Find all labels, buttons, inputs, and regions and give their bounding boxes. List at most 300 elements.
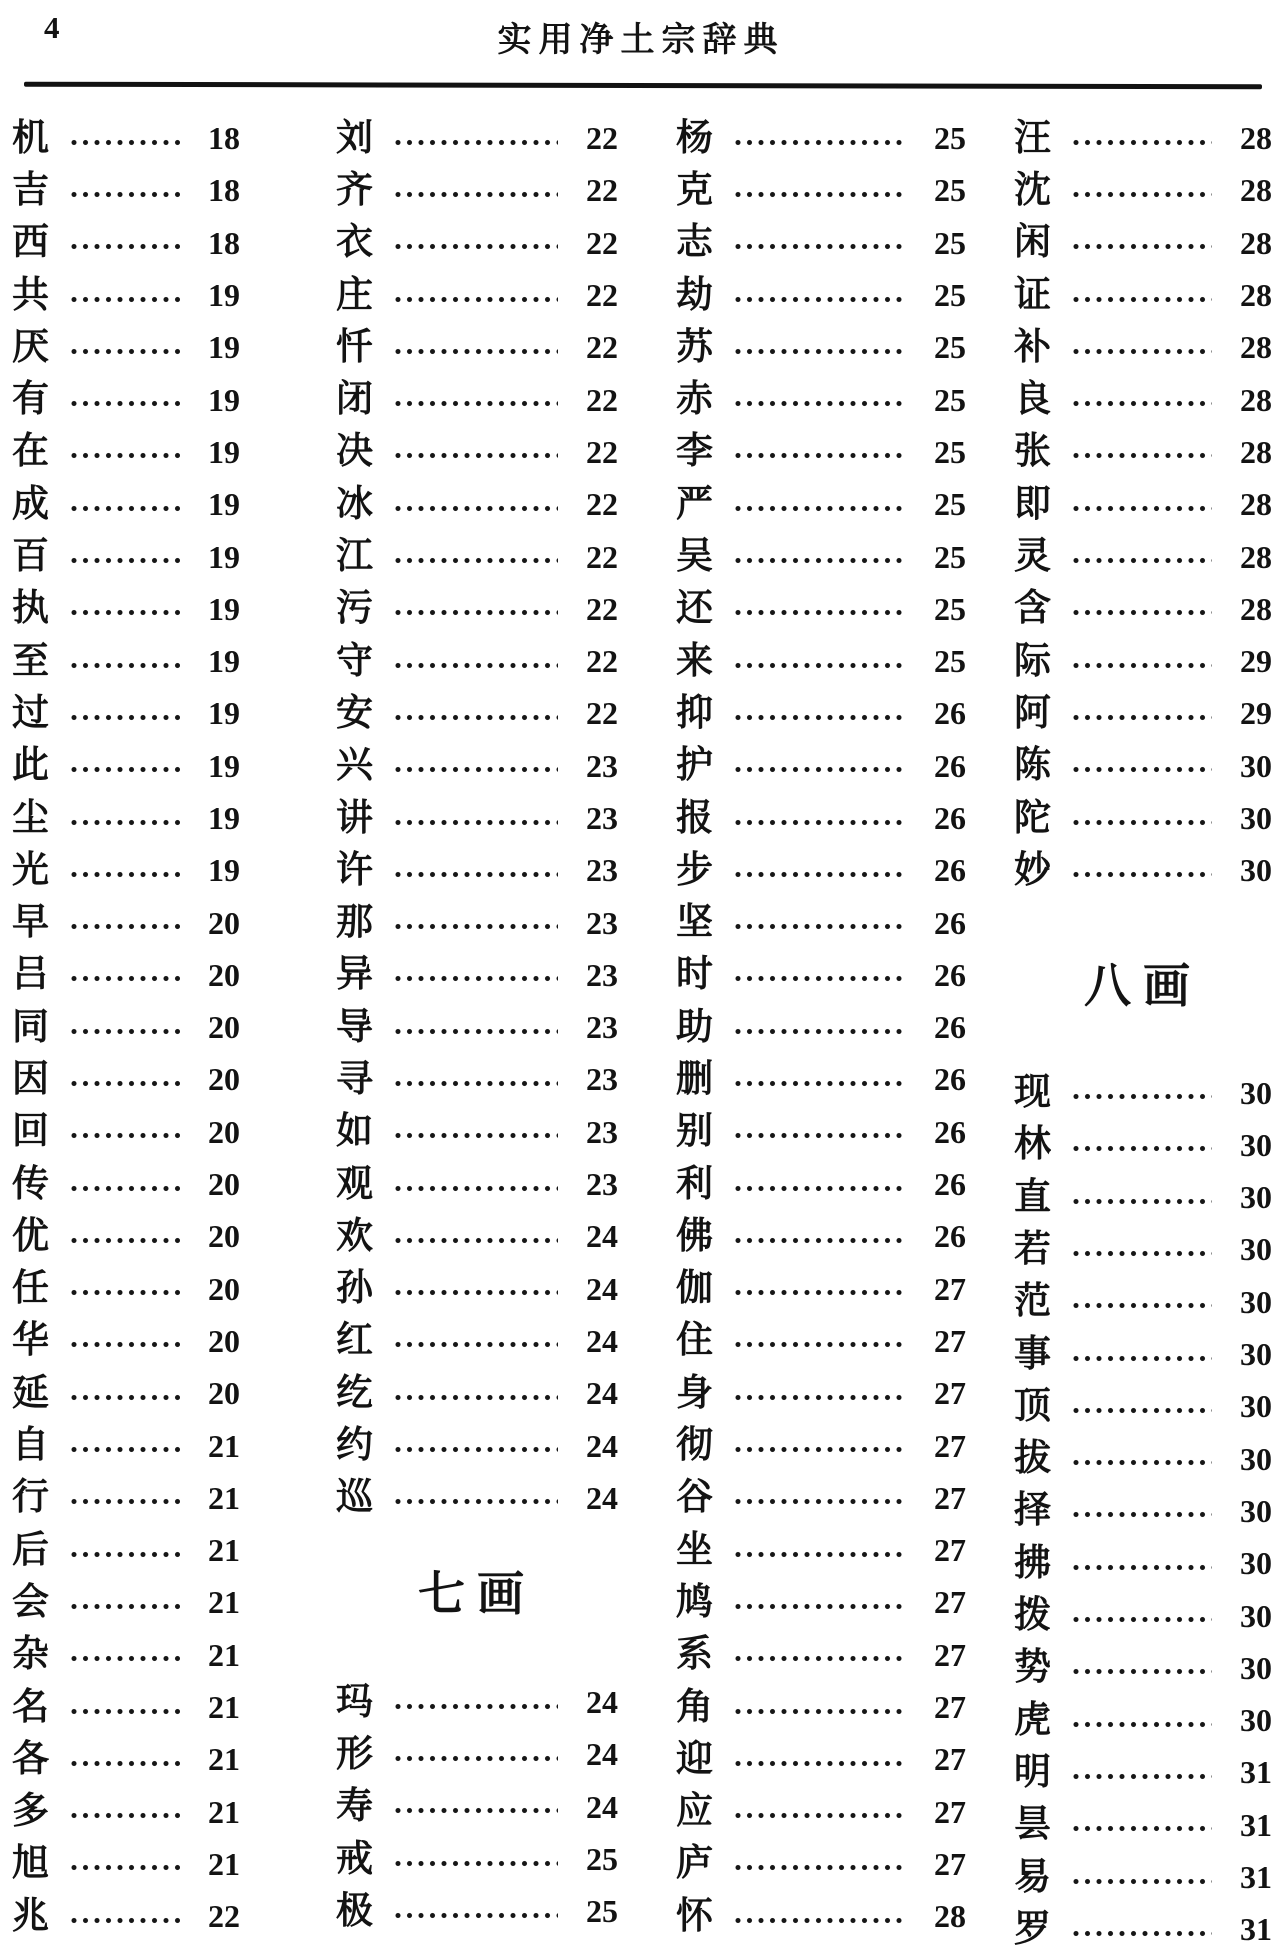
entry-character: 怀 <box>676 1895 713 1937</box>
index-entry <box>1014 321 1272 373</box>
index-entry <box>1014 373 1272 425</box>
entry-page-number: 19 <box>208 643 240 680</box>
index-entry <box>12 1419 240 1471</box>
entry-page-number: 22 <box>586 590 618 627</box>
dot-leader <box>70 662 180 669</box>
entry-character: 决 <box>336 431 373 473</box>
entry-page-number: 27 <box>934 1427 966 1464</box>
entry-page-number: 22 <box>586 381 618 418</box>
index-entry <box>12 373 240 425</box>
entry-character: 赤 <box>676 379 713 421</box>
dot-leader <box>394 1394 558 1401</box>
entry-character: 旭 <box>12 1843 49 1885</box>
dot-leader <box>394 766 558 773</box>
entry-character: 观 <box>336 1163 373 1205</box>
entry-character: 阿 <box>1014 692 1051 734</box>
entry-character: 证 <box>1014 274 1051 316</box>
index-entry <box>12 426 240 478</box>
dot-leader <box>70 714 180 721</box>
dot-leader <box>734 1028 906 1035</box>
entry-page-number: 19 <box>208 381 240 418</box>
entry-character: 护 <box>676 745 713 787</box>
index-entry <box>1014 583 1272 635</box>
index-entry <box>676 217 966 269</box>
entry-page-number: 27 <box>934 1741 966 1778</box>
index-entry <box>1014 740 1272 792</box>
index-entry <box>336 1833 618 1885</box>
index-entry <box>12 740 240 792</box>
index-entry <box>12 478 240 530</box>
dot-leader <box>394 819 558 826</box>
entry-page-number: 25 <box>586 1893 618 1930</box>
index-entry <box>1014 687 1272 739</box>
entry-page-number: 21 <box>208 1845 240 1882</box>
entry-page-number: 22 <box>586 277 618 314</box>
entry-character: 陀 <box>1014 797 1051 839</box>
entry-character: 际 <box>1014 640 1051 682</box>
dot-leader <box>70 348 180 355</box>
index-entry <box>336 1885 618 1937</box>
dot-leader <box>1072 139 1212 146</box>
entry-character: 自 <box>12 1425 49 1467</box>
entry-character: 许 <box>336 849 373 891</box>
entry-character: 巡 <box>336 1477 373 1519</box>
index-entry <box>336 1001 618 1053</box>
entry-character: 闲 <box>1014 222 1051 264</box>
dot-leader <box>70 1446 180 1453</box>
entry-character: 助 <box>676 1006 713 1048</box>
index-entry <box>1014 844 1272 896</box>
entry-page-number: 19 <box>208 486 240 523</box>
entry-character: 择 <box>1014 1490 1051 1532</box>
dot-leader <box>734 1341 906 1348</box>
dot-leader <box>70 296 180 303</box>
dot-leader <box>70 975 180 982</box>
index-entry <box>336 896 618 948</box>
index-entry <box>676 635 966 687</box>
index-entry <box>676 530 966 582</box>
dot-leader <box>70 191 180 198</box>
index-entry <box>676 1681 966 1733</box>
entry-character: 别 <box>676 1111 713 1153</box>
entry-page-number: 23 <box>586 747 618 784</box>
entry-page-number: 23 <box>586 904 618 941</box>
entry-page-number: 22 <box>586 538 618 575</box>
entry-character: 忏 <box>336 326 373 368</box>
entry-page-number: 18 <box>208 172 240 209</box>
entry-page-number: 21 <box>208 1636 240 1673</box>
dot-leader <box>734 819 906 826</box>
dot-leader <box>394 1080 558 1087</box>
entry-page-number: 22 <box>586 172 618 209</box>
entry-character: 玛 <box>336 1681 373 1723</box>
index-entry <box>336 1472 618 1524</box>
entry-character: 百 <box>12 536 49 578</box>
index-entry <box>676 164 966 216</box>
dot-leader <box>734 662 906 669</box>
index-entry <box>336 1263 618 1315</box>
entry-page-number: 24 <box>586 1270 618 1307</box>
entry-character: 污 <box>336 588 373 630</box>
entry-character: 红 <box>336 1320 373 1362</box>
entry-page-number: 25 <box>934 538 966 575</box>
entry-page-number: 23 <box>586 956 618 993</box>
dot-leader <box>734 714 906 721</box>
entry-character: 成 <box>12 483 49 525</box>
entry-character: 各 <box>12 1738 49 1780</box>
entry-character: 过 <box>12 692 49 734</box>
dot-leader <box>70 1289 180 1296</box>
entry-page-number: 21 <box>208 1479 240 1516</box>
entry-character: 即 <box>1014 483 1051 525</box>
index-entry <box>12 1315 240 1367</box>
entry-page-number: 19 <box>208 800 240 836</box>
index-columns <box>0 88 1282 1956</box>
entry-page-number: 25 <box>586 1841 618 1878</box>
entry-page-number: 26 <box>934 1061 966 1098</box>
index-entry <box>1014 1119 1272 1171</box>
entry-page-number: 18 <box>208 224 240 261</box>
entry-character: 汪 <box>1014 117 1051 159</box>
entry-character: 还 <box>676 588 713 630</box>
entry-page-number: 21 <box>208 1689 240 1726</box>
dot-leader <box>1072 348 1212 355</box>
index-entry <box>336 373 618 425</box>
entry-page-number: 25 <box>934 277 966 314</box>
entry-character: 延 <box>12 1372 49 1414</box>
entry-page-number: 25 <box>934 120 966 157</box>
entry-character: 佛 <box>676 1215 713 1257</box>
entry-character: 名 <box>12 1686 49 1728</box>
index-entry <box>12 1106 240 1158</box>
entry-page-number: 27 <box>934 1375 966 1412</box>
entry-page-number: 25 <box>934 172 966 209</box>
entry-page-number: 22 <box>586 224 618 261</box>
dot-leader <box>394 400 558 407</box>
entry-character: 此 <box>12 745 49 787</box>
entry-character: 优 <box>12 1215 49 1257</box>
index-entry <box>12 1681 240 1733</box>
entry-page-number: 28 <box>934 1898 966 1935</box>
entry-page-number: 24 <box>586 1375 618 1412</box>
dot-leader <box>394 1860 558 1867</box>
dot-leader <box>394 662 558 669</box>
dot-leader <box>1072 662 1212 669</box>
dot-leader <box>70 1603 180 1610</box>
entry-page-number: 31 <box>1240 1859 1272 1896</box>
entry-character: 角 <box>676 1686 713 1728</box>
entry-page-number: 28 <box>1240 590 1272 627</box>
index-entry <box>1014 1328 1272 1380</box>
dot-leader <box>734 1132 906 1139</box>
index-entry <box>12 1576 240 1628</box>
dot-leader <box>1072 1668 1212 1675</box>
dot-leader <box>1072 766 1212 773</box>
index-entry <box>676 1106 966 1158</box>
entry-page-number: 22 <box>586 486 618 523</box>
entry-character: 机 <box>12 117 49 159</box>
dot-leader <box>394 1807 558 1814</box>
entry-page-number: 24 <box>586 1736 618 1773</box>
entry-character: 住 <box>676 1320 713 1362</box>
entry-page-number: 30 <box>1240 1074 1272 1111</box>
entry-character: 孙 <box>336 1268 373 1310</box>
index-entry <box>336 740 618 792</box>
index-entry <box>676 1001 966 1053</box>
index-entry <box>336 1315 618 1367</box>
index-entry <box>676 1053 966 1105</box>
index-entry <box>12 530 240 582</box>
index-entry <box>1014 1380 1272 1432</box>
index-entry <box>676 1419 966 1471</box>
entry-character: 补 <box>1014 326 1051 368</box>
entry-character: 极 <box>336 1890 373 1932</box>
entry-page-number: 19 <box>208 329 240 366</box>
dot-leader <box>734 1237 906 1244</box>
dot-leader <box>1072 1407 1212 1414</box>
entry-page-number: 19 <box>208 433 240 470</box>
entry-page-number: 31 <box>1240 1806 1272 1843</box>
entry-character: 吉 <box>12 169 49 211</box>
entry-page-number: 21 <box>208 1532 240 1569</box>
page-header <box>0 0 1282 88</box>
dot-leader <box>734 1185 906 1192</box>
dot-leader <box>70 766 180 773</box>
entry-character: 纥 <box>336 1372 373 1414</box>
dot-leader <box>394 1755 558 1762</box>
entry-page-number: 20 <box>208 1270 240 1307</box>
dot-leader <box>734 609 906 616</box>
entry-character: 传 <box>12 1163 49 1205</box>
entry-character: 删 <box>676 1058 713 1100</box>
index-column <box>336 112 618 1938</box>
index-entry <box>12 217 240 269</box>
entry-page-number: 21 <box>208 1427 240 1464</box>
dot-leader <box>734 871 906 878</box>
entry-character: 虎 <box>1014 1699 1051 1741</box>
entry-character: 杂 <box>12 1634 49 1676</box>
entry-page-number: 30 <box>1240 1388 1272 1425</box>
index-entry <box>1014 1433 1272 1485</box>
index-entry <box>336 949 618 1001</box>
index-entry <box>1014 635 1272 687</box>
dot-leader <box>1072 1355 1212 1362</box>
entry-character: 良 <box>1014 379 1051 421</box>
dot-leader <box>1072 871 1212 878</box>
dot-leader <box>1072 1721 1212 1728</box>
index-entry <box>336 112 618 164</box>
dot-leader <box>734 296 906 303</box>
index-entry <box>336 792 618 844</box>
entry-character: 任 <box>12 1268 49 1310</box>
dot-leader <box>394 609 558 616</box>
entry-character: 形 <box>336 1733 373 1775</box>
dot-leader <box>394 1185 558 1192</box>
entry-page-number: 27 <box>934 1532 966 1569</box>
index-entry <box>336 635 618 687</box>
entry-character: 时 <box>676 954 713 996</box>
index-entry <box>12 1890 240 1942</box>
entry-page-number: 24 <box>586 1684 618 1721</box>
entry-character: 同 <box>12 1006 49 1048</box>
entry-character: 戒 <box>336 1838 373 1880</box>
entry-character: 顶 <box>1014 1385 1051 1427</box>
entry-character: 李 <box>676 431 713 473</box>
index-entry <box>336 1106 618 1158</box>
entry-page-number: 27 <box>934 1793 966 1830</box>
dot-leader <box>734 1551 906 1558</box>
dot-leader <box>394 191 558 198</box>
entry-character: 江 <box>336 536 373 578</box>
entry-page-number: 27 <box>934 1689 966 1726</box>
dot-leader <box>70 505 180 512</box>
index-entry <box>676 1629 966 1681</box>
entry-page-number: 20 <box>208 956 240 993</box>
entry-page-number: 22 <box>586 433 618 470</box>
index-entry <box>12 1733 240 1785</box>
entry-page-number: 31 <box>1240 1911 1272 1948</box>
entry-page-number: 24 <box>586 1322 618 1359</box>
dot-leader <box>394 1237 558 1244</box>
entry-page-number: 30 <box>1240 1283 1272 1320</box>
entry-character: 因 <box>12 1058 49 1100</box>
index-entry <box>336 1676 618 1728</box>
index-entry <box>12 1472 240 1524</box>
entry-page-number: 30 <box>1240 1492 1272 1529</box>
dot-leader <box>70 1185 180 1192</box>
index-entry <box>676 1315 966 1367</box>
entry-character: 闭 <box>336 379 373 421</box>
entry-page-number: 30 <box>1240 1231 1272 1268</box>
entry-character: 昙 <box>1014 1804 1051 1846</box>
index-entry <box>676 1472 966 1524</box>
dot-leader <box>1072 1198 1212 1205</box>
dot-leader <box>70 1498 180 1505</box>
entry-character: 沈 <box>1014 169 1051 211</box>
index-entry <box>336 1781 618 1833</box>
dot-leader <box>70 139 180 146</box>
entry-page-number: 27 <box>934 1270 966 1307</box>
dot-leader <box>1072 714 1212 721</box>
index-entry <box>676 1576 966 1628</box>
dot-leader <box>734 557 906 564</box>
dot-leader <box>1072 1616 1212 1623</box>
entry-page-number: 28 <box>1240 120 1272 157</box>
index-entry <box>1014 1746 1272 1798</box>
entry-page-number: 30 <box>1240 1545 1272 1582</box>
entry-character: 应 <box>676 1791 713 1833</box>
dot-leader <box>734 452 906 459</box>
index-entry <box>12 1838 240 1890</box>
entry-page-number: 28 <box>1240 381 1272 418</box>
entry-character: 拨 <box>1014 1595 1051 1637</box>
index-entry <box>12 1001 240 1053</box>
index-entry <box>12 844 240 896</box>
entry-character: 克 <box>676 169 713 211</box>
index-entry <box>12 1053 240 1105</box>
entry-character: 吕 <box>12 954 49 996</box>
entry-page-number: 27 <box>934 1322 966 1359</box>
index-entry <box>1014 1642 1272 1694</box>
dot-leader <box>1072 1459 1212 1466</box>
dot-leader <box>734 766 906 773</box>
dot-leader <box>394 923 558 930</box>
index-entry <box>336 1053 618 1105</box>
dot-leader <box>394 505 558 512</box>
dot-leader <box>70 1708 180 1715</box>
entry-page-number: 26 <box>934 1166 966 1203</box>
dot-leader <box>394 871 558 878</box>
dot-leader <box>1072 1930 1212 1937</box>
entry-character: 林 <box>1014 1124 1051 1166</box>
entry-character: 衣 <box>336 222 373 264</box>
entry-page-number: 29 <box>1240 695 1272 732</box>
entry-character: 守 <box>336 640 373 682</box>
entry-page-number: 23 <box>586 1009 618 1046</box>
index-entry <box>12 1210 240 1262</box>
entry-character: 异 <box>336 954 373 996</box>
entry-page-number: 24 <box>586 1427 618 1464</box>
index-entry <box>1014 217 1272 269</box>
index-entry <box>1014 530 1272 582</box>
entry-page-number: 29 <box>1240 643 1272 680</box>
entry-page-number: 30 <box>1240 1702 1272 1739</box>
entry-page-number: 19 <box>208 538 240 575</box>
index-entry <box>1014 1694 1272 1746</box>
index-entry <box>336 164 618 216</box>
entry-page-number: 31 <box>1240 1754 1272 1791</box>
entry-character: 在 <box>12 431 49 473</box>
dot-leader <box>70 1028 180 1035</box>
index-entry <box>12 1629 240 1681</box>
entry-character: 厌 <box>12 326 49 368</box>
dot-leader <box>394 348 558 355</box>
entry-page-number: 22 <box>586 120 618 157</box>
index-entry <box>12 1367 240 1419</box>
entry-character: 身 <box>676 1372 713 1414</box>
index-entry <box>12 321 240 373</box>
index-entry <box>336 583 618 635</box>
entry-page-number: 19 <box>208 852 240 889</box>
entry-character: 有 <box>12 379 49 421</box>
index-entry <box>676 687 966 739</box>
entry-character: 利 <box>676 1163 713 1205</box>
entry-character: 明 <box>1014 1751 1051 1793</box>
index-entry <box>336 217 618 269</box>
index-entry <box>676 112 966 164</box>
dot-leader <box>1072 1145 1212 1152</box>
entry-character: 回 <box>12 1111 49 1153</box>
entry-page-number: 28 <box>1240 486 1272 523</box>
entry-character: 冰 <box>336 483 373 525</box>
dot-leader <box>734 1080 906 1087</box>
dot-leader <box>70 1237 180 1244</box>
dot-leader <box>734 348 906 355</box>
dot-leader <box>734 1864 906 1871</box>
dot-leader <box>70 1812 180 1819</box>
entry-character: 光 <box>12 849 49 891</box>
entry-character: 伽 <box>676 1268 713 1310</box>
entry-character: 罗 <box>1014 1908 1051 1950</box>
entry-page-number: 23 <box>586 852 618 889</box>
entry-page-number: 28 <box>1240 277 1272 314</box>
index-entry <box>336 1728 618 1780</box>
index-entry <box>1014 1903 1272 1955</box>
index-entry <box>1014 1276 1272 1328</box>
entry-character: 那 <box>336 902 373 944</box>
index-entry <box>12 949 240 1001</box>
entry-character: 华 <box>12 1320 49 1362</box>
